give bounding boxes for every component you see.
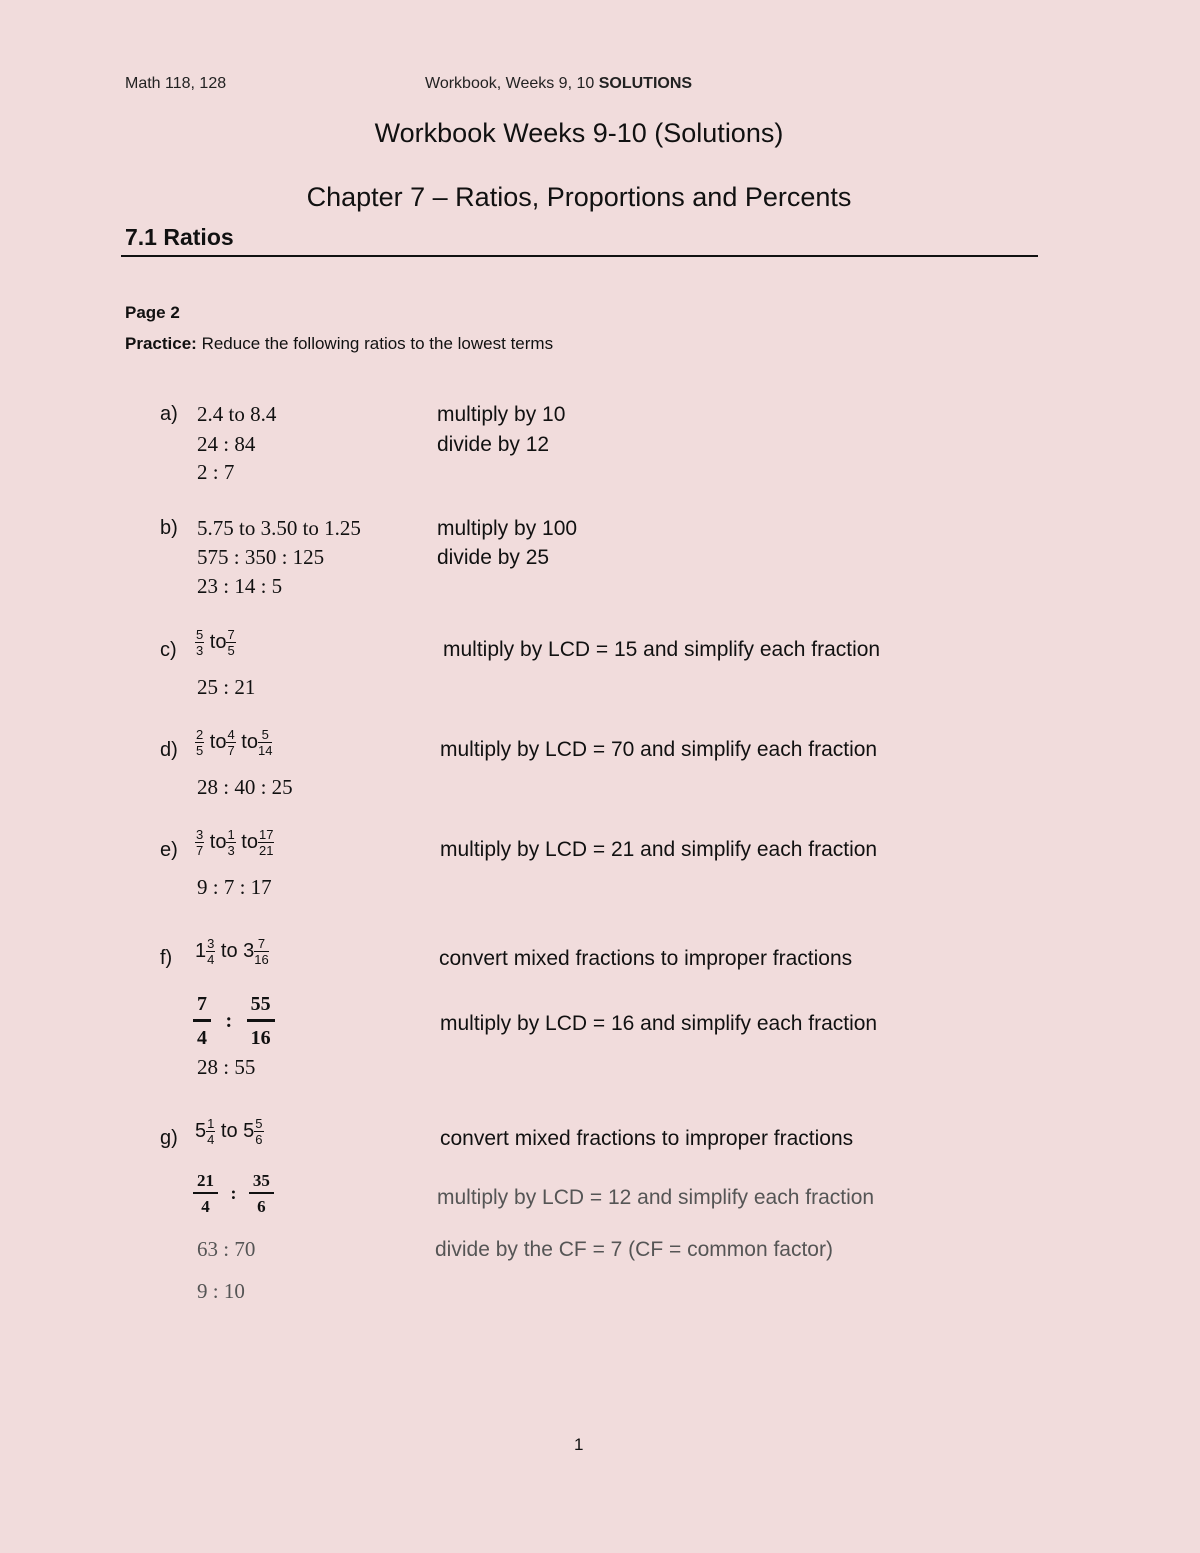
problem-d-label: d) xyxy=(160,739,178,761)
to-word: to xyxy=(241,731,258,753)
practice-instruction xyxy=(125,334,553,354)
fraction: $\frac{5}{6}$ xyxy=(255,1116,263,1147)
problem-a-line-2: 24 : 84 xyxy=(197,432,256,456)
whole-number: 5 xyxy=(195,1120,207,1142)
problem-c-step: multiply by LCD = 15 and simplify each fraction xyxy=(443,638,881,661)
to-word: to xyxy=(209,631,227,653)
section-divider xyxy=(121,255,1038,257)
problem-a-line-3: 2 : 7 xyxy=(197,460,235,484)
to-word: to xyxy=(209,831,227,853)
problem-e-label: e) xyxy=(160,839,178,861)
problem-c-result: 25 : 21 xyxy=(197,675,256,699)
problem-a-step-1: multiply by 10 xyxy=(437,403,566,426)
practice-text: Reduce the following ratios to the lowest terms xyxy=(201,334,554,353)
page-title: Workbook Weeks 9-10 (Solutions) xyxy=(374,118,784,148)
fraction: $\frac{1}{3}$ xyxy=(227,827,235,858)
fraction: $\frac{4}{7}$ xyxy=(227,727,235,758)
problem-a-step-2: divide by 12 xyxy=(437,433,550,456)
header-workbook-label: Workbook, Weeks 9, 10 xyxy=(425,75,595,92)
problem-c-expression xyxy=(195,628,236,657)
fraction: $\frac{7}{16}$ xyxy=(254,936,269,967)
problem-g-expression xyxy=(195,1117,264,1146)
problem-b-line-3: 23 : 14 : 5 xyxy=(197,574,283,598)
fraction: $\frac{21}{4}$ xyxy=(193,1172,218,1215)
colon: : xyxy=(230,1183,237,1203)
problem-f-improper xyxy=(193,994,275,1048)
fraction: $\frac{7}{5}$ xyxy=(227,627,235,658)
to-word: to xyxy=(241,831,258,853)
header-workbook xyxy=(425,75,692,93)
whole-number: 5 xyxy=(243,1120,255,1142)
problem-e-step: multiply by LCD = 21 and simplify each fraction xyxy=(440,838,878,861)
practice-label: Practice: xyxy=(125,334,197,353)
problem-e-expression xyxy=(195,828,274,857)
page-reference: Page 2 xyxy=(125,303,180,322)
problem-a-label: a) xyxy=(160,403,178,425)
whole-number: 3 xyxy=(243,940,255,962)
chapter-title: Chapter 7 – Ratios, Proportions and Percents xyxy=(306,182,852,212)
problem-g-step-2: multiply by LCD = 12 and simplify each fraction xyxy=(437,1186,875,1209)
problem-b-step-1: multiply by 100 xyxy=(437,517,578,540)
problem-d-result: 28 : 40 : 25 xyxy=(197,775,293,799)
problem-b-line-1: 5.75 to 3.50 to 1.25 xyxy=(197,516,361,540)
header-course: Math 118, 128 xyxy=(125,75,227,92)
problem-f-step-1: convert mixed fractions to improper fractions xyxy=(439,947,853,970)
problem-g-result-1: 63 : 70 xyxy=(197,1237,256,1261)
problem-c-label: c) xyxy=(160,639,177,661)
fraction: $\frac{1}{4}$ xyxy=(207,1116,215,1147)
fraction: $\frac{17}{21}$ xyxy=(258,827,274,858)
section-title: 7.1 Ratios xyxy=(125,224,234,250)
problem-a-line-1: 2.4 to 8.4 xyxy=(197,402,277,426)
header-solutions: SOLUTIONS xyxy=(598,75,693,92)
problem-d-expression xyxy=(195,728,272,757)
fraction: $\frac{7}{4}$ xyxy=(193,994,211,1048)
to-word: to xyxy=(209,731,227,753)
whole-number: 1 xyxy=(195,940,207,962)
problem-g-step-1: convert mixed fractions to improper fractions xyxy=(440,1127,854,1150)
fraction: $\frac{3}{7}$ xyxy=(196,827,204,858)
problem-g-label: g) xyxy=(160,1127,178,1149)
fraction: $\frac{35}{6}$ xyxy=(249,1172,274,1215)
problem-f-label: f) xyxy=(160,947,173,969)
fraction: $\frac{5}{3}$ xyxy=(196,627,204,658)
problem-g-step-3: divide by the CF = 7 (CF = common factor) xyxy=(435,1238,833,1261)
problem-e-result: 9 : 7 : 17 xyxy=(197,875,272,899)
problem-b-step-2: divide by 25 xyxy=(437,546,550,569)
page-number: 1 xyxy=(574,1435,584,1454)
fraction: $\frac{2}{5}$ xyxy=(196,727,204,758)
problem-g-result-2: 9 : 10 xyxy=(197,1279,245,1303)
fraction: $\frac{3}{4}$ xyxy=(207,936,215,967)
problem-f-result: 28 : 55 xyxy=(197,1055,256,1079)
to-word: to xyxy=(220,940,238,962)
to-word: to xyxy=(220,1120,238,1142)
colon: : xyxy=(225,1009,233,1032)
problem-b-label: b) xyxy=(160,517,178,539)
problem-b-line-2: 575 : 350 : 125 xyxy=(197,545,325,569)
fraction: $\frac{5}{14}$ xyxy=(257,727,273,758)
problem-f-step-2: multiply by LCD = 16 and simplify each fraction xyxy=(440,1012,878,1035)
fraction: $\frac{55}{16}$ xyxy=(247,994,275,1048)
problem-d-step: multiply by LCD = 70 and simplify each fraction xyxy=(440,738,878,761)
problem-f-expression xyxy=(195,937,269,966)
problem-g-improper xyxy=(193,1172,274,1215)
